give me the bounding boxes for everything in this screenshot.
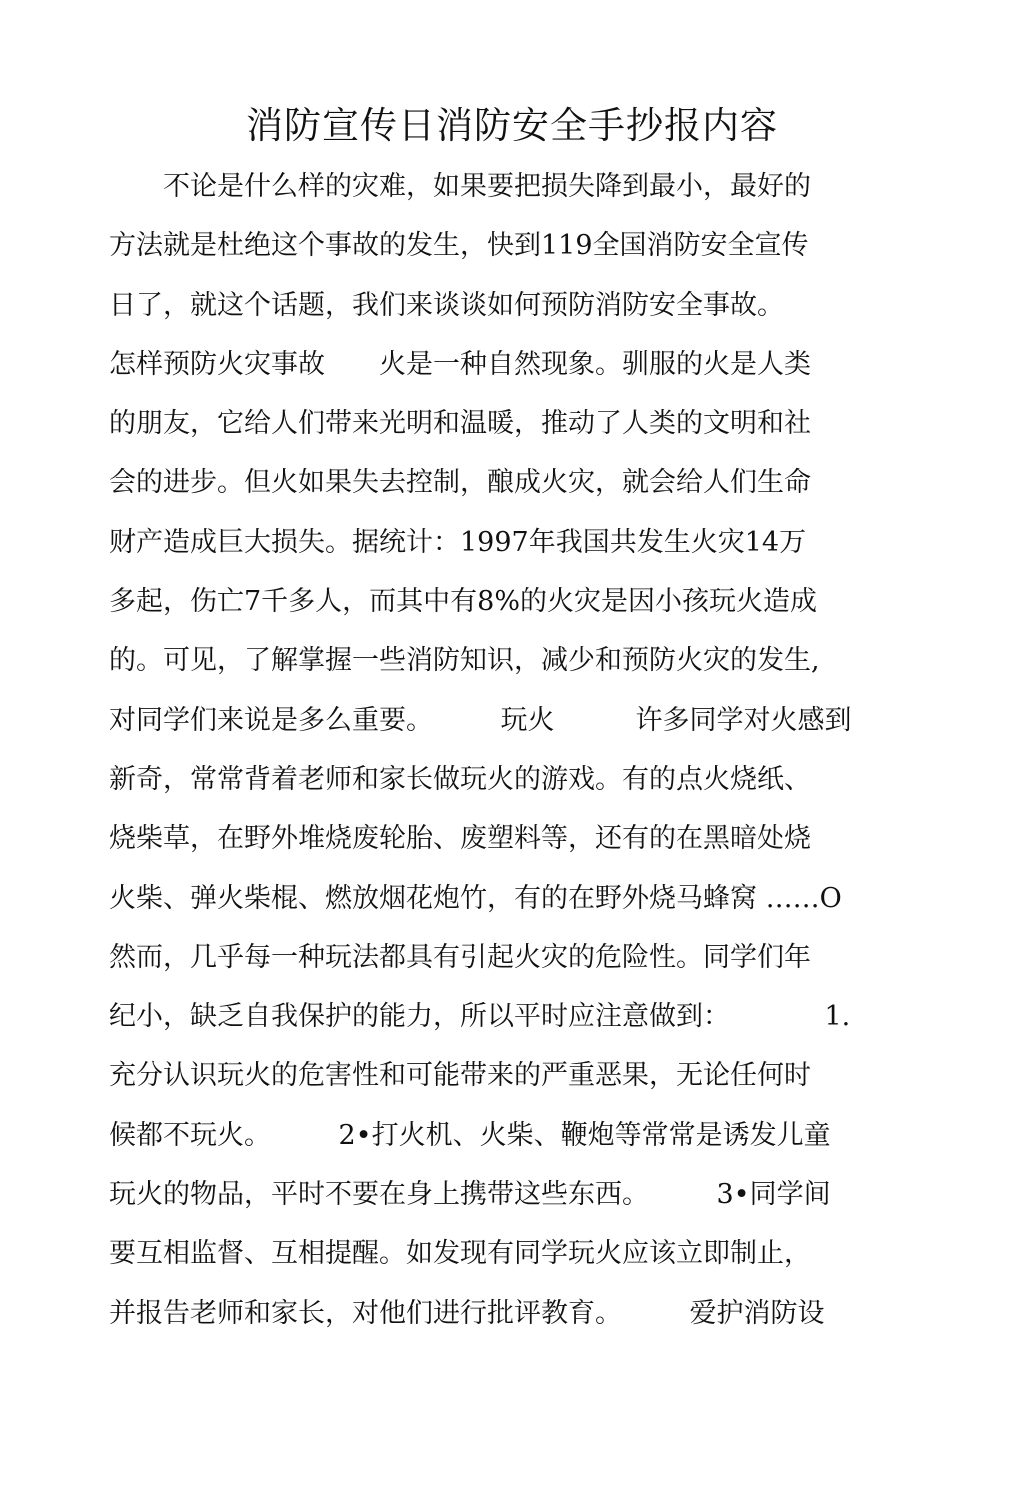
- text-line: 纪小，缺乏自我保护的能力，所以平时应注意做到： 1.: [109, 1001, 851, 1033]
- text-line: 的朋友，它给人们带来光明和温暖，推动了人类的文明和社: [109, 408, 811, 440]
- text-line: 的。可见，了解掌握一些消防知识，减少和预防火灾的发生,: [109, 645, 820, 677]
- page-title: 消防宣传日消防安全手抄报内容: [246, 104, 778, 147]
- text-line: 方法就是杜绝这个事故的发生，快到119全国消防安全宣传: [109, 230, 809, 262]
- text-line: 火柴、弹火柴棍、燃放烟花炮竹，有的在野外烧马蜂窝 ……O: [109, 882, 842, 914]
- text-line: 不论是什么样的灾难，如果要把损失降到最小，最好的: [109, 171, 811, 202]
- text-line: 烧柴草，在野外堆烧废轮胎、废塑料等，还有的在黑暗处烧: [109, 823, 811, 855]
- text-line: 会的进步。但火如果失去控制，酿成火灾，就会给人们生命: [109, 467, 811, 499]
- text-line: 候都不玩火。 2•打火机、火柴、鞭炮等常常是诱发儿童: [109, 1119, 831, 1151]
- text-line: 玩火的物品，平时不要在身上携带这些东西。 3•同学间: [109, 1179, 831, 1211]
- text-line: 要互相监督、互相提醒。如发现有同学玩火应该立即制止，: [109, 1238, 811, 1270]
- text-line: 并报告老师和家长，对他们进行批评教育。 爱护消防设: [109, 1297, 825, 1329]
- text-line: 对同学们来说是多么重要。 玩火 许多同学对火感到: [109, 704, 852, 736]
- text-line: 日了，就这个话题，我们来谈谈如何预防消防安全事故。: [109, 289, 784, 321]
- text-line: 财产造成巨大损失。据统计：1997年我国共发生火灾14万: [109, 526, 807, 558]
- text-line: 然而，几乎每一种玩法都具有引起火灾的危险性。同学们年: [109, 941, 811, 973]
- text-line: 新奇，常常背着老师和家长做玩火的游戏。有的点火烧纸、: [109, 763, 811, 795]
- text-line: 充分认识玩火的危害性和可能带来的严重恶果，无论任何时: [109, 1060, 811, 1092]
- text-line: 怎样预防火灾事故 火是一种自然现象。驯服的火是人类: [109, 348, 811, 380]
- document-body: [109, 157, 909, 1343]
- text-line: 多起，伤亡7千多人，而其中有8%的火灾是因小孩玩火造成: [109, 586, 818, 618]
